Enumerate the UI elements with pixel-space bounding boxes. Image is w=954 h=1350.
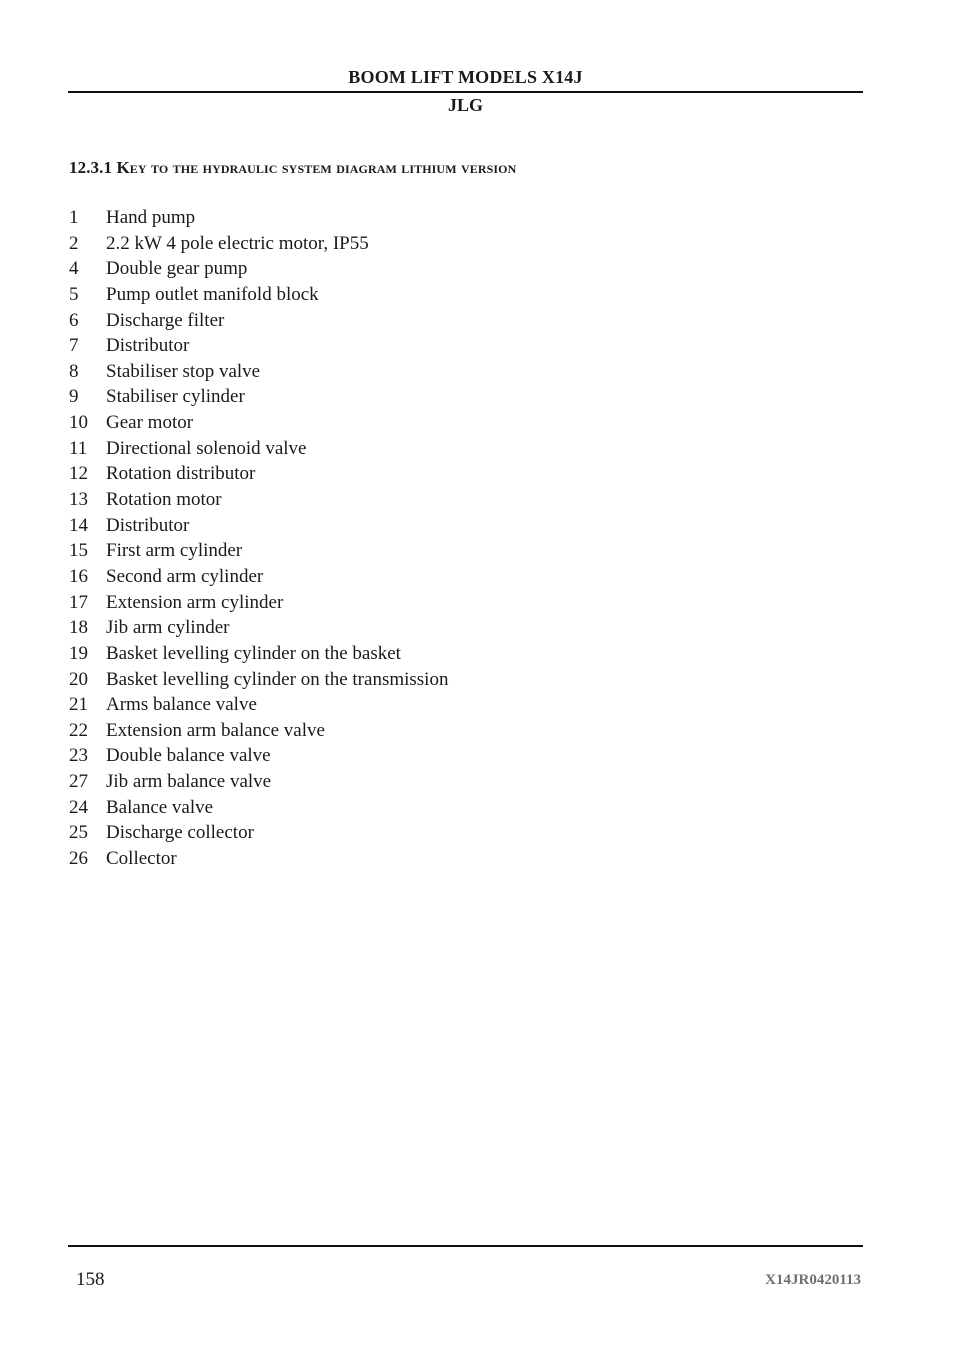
- list-item: [69, 436, 448, 462]
- item-number: 25: [69, 822, 88, 844]
- item-description: 2.2 kW 4 pole electric motor, IP55: [106, 232, 369, 254]
- document-code: X14JR0420113: [765, 1272, 861, 1288]
- list-item: [69, 333, 448, 359]
- list-item: [69, 282, 448, 308]
- list-item: [69, 795, 448, 821]
- list-item: [69, 692, 448, 718]
- item-description: Directional solenoid valve: [106, 437, 307, 459]
- list-item: [69, 564, 448, 590]
- item-description: Basket levelling cylinder on the transmission: [106, 668, 449, 690]
- item-description: Stabiliser stop valve: [106, 360, 261, 382]
- item-number: 19: [69, 642, 88, 664]
- item-number: 16: [69, 565, 88, 587]
- item-number: 1: [69, 207, 79, 228]
- item-description: Gear motor: [106, 412, 194, 434]
- item-description: Balance valve: [106, 796, 214, 818]
- item-number: 10: [69, 412, 88, 434]
- list-item: [69, 410, 448, 436]
- list-item: [69, 615, 448, 641]
- item-description: Second arm cylinder: [106, 565, 264, 587]
- item-description: Stabiliser cylinder: [106, 386, 245, 408]
- list-item: [69, 513, 448, 539]
- item-description: Jib arm balance valve: [106, 771, 272, 793]
- item-number: 20: [69, 668, 88, 690]
- page-number: 158: [76, 1269, 105, 1290]
- item-description: Collector: [106, 848, 177, 870]
- item-description: Discharge collector: [106, 822, 254, 844]
- item-number: 13: [69, 489, 88, 511]
- item-description: Pump outlet manifold block: [106, 283, 319, 305]
- item-description: First arm cylinder: [106, 540, 243, 562]
- item-number: 18: [69, 617, 88, 639]
- item-number: 26: [69, 848, 88, 870]
- item-number: 27: [69, 771, 88, 793]
- item-number: 6: [69, 309, 79, 331]
- item-number: 5: [69, 283, 79, 305]
- item-number: 21: [69, 694, 88, 716]
- list-item: [69, 308, 448, 334]
- list-item: [69, 590, 448, 616]
- list-item: [69, 846, 448, 872]
- item-description: Arms balance valve: [106, 694, 257, 716]
- list-item: [69, 667, 448, 693]
- item-number: 9: [69, 386, 79, 408]
- header-divider: [68, 91, 863, 93]
- hydraulic-key-list: [69, 205, 448, 872]
- list-item: [69, 461, 448, 487]
- item-number: 17: [69, 591, 88, 613]
- item-number: 23: [69, 745, 88, 767]
- item-description: Extension arm balance valve: [106, 719, 325, 741]
- list-item: [69, 641, 448, 667]
- item-number: 15: [69, 540, 88, 562]
- item-description: Basket levelling cylinder on the basket: [106, 642, 401, 664]
- list-item: [69, 743, 448, 769]
- item-description: Distributor: [106, 514, 190, 536]
- item-number: 22: [69, 719, 88, 741]
- list-item: [69, 384, 448, 410]
- list-item: [69, 359, 448, 385]
- item-number: 12: [69, 463, 88, 485]
- item-description: Hand pump: [106, 207, 196, 228]
- item-description: Double balance valve: [106, 745, 271, 767]
- list-item: [69, 718, 448, 744]
- item-description: Discharge filter: [106, 309, 225, 331]
- item-description: Rotation distributor: [106, 463, 256, 485]
- list-item: [69, 487, 448, 513]
- item-number: 11: [69, 437, 88, 459]
- item-number: 8: [69, 360, 79, 382]
- item-description: Rotation motor: [106, 489, 222, 511]
- item-number: 4: [69, 258, 79, 280]
- item-description: Extension arm cylinder: [106, 591, 284, 613]
- item-description: Jib arm cylinder: [106, 617, 230, 639]
- list-item: [69, 256, 448, 282]
- item-number: 24: [69, 796, 88, 818]
- item-number: 7: [69, 335, 79, 357]
- section-heading: 12.3.1 Key to the hydraulic system diagram lithium version: [69, 158, 517, 177]
- list-item: [69, 231, 448, 257]
- footer-divider: [68, 1245, 863, 1247]
- item-number: 2: [69, 232, 79, 254]
- brand-name: JLG: [447, 95, 483, 115]
- item-description: Distributor: [106, 335, 190, 357]
- document-title: BOOM LIFT MODELS X14J: [348, 67, 583, 87]
- list-item: [69, 205, 448, 231]
- list-item: [69, 820, 448, 846]
- item-number: 14: [69, 514, 88, 536]
- list-item: [69, 769, 448, 795]
- item-description: Double gear pump: [106, 258, 248, 280]
- list-item: [69, 538, 448, 564]
